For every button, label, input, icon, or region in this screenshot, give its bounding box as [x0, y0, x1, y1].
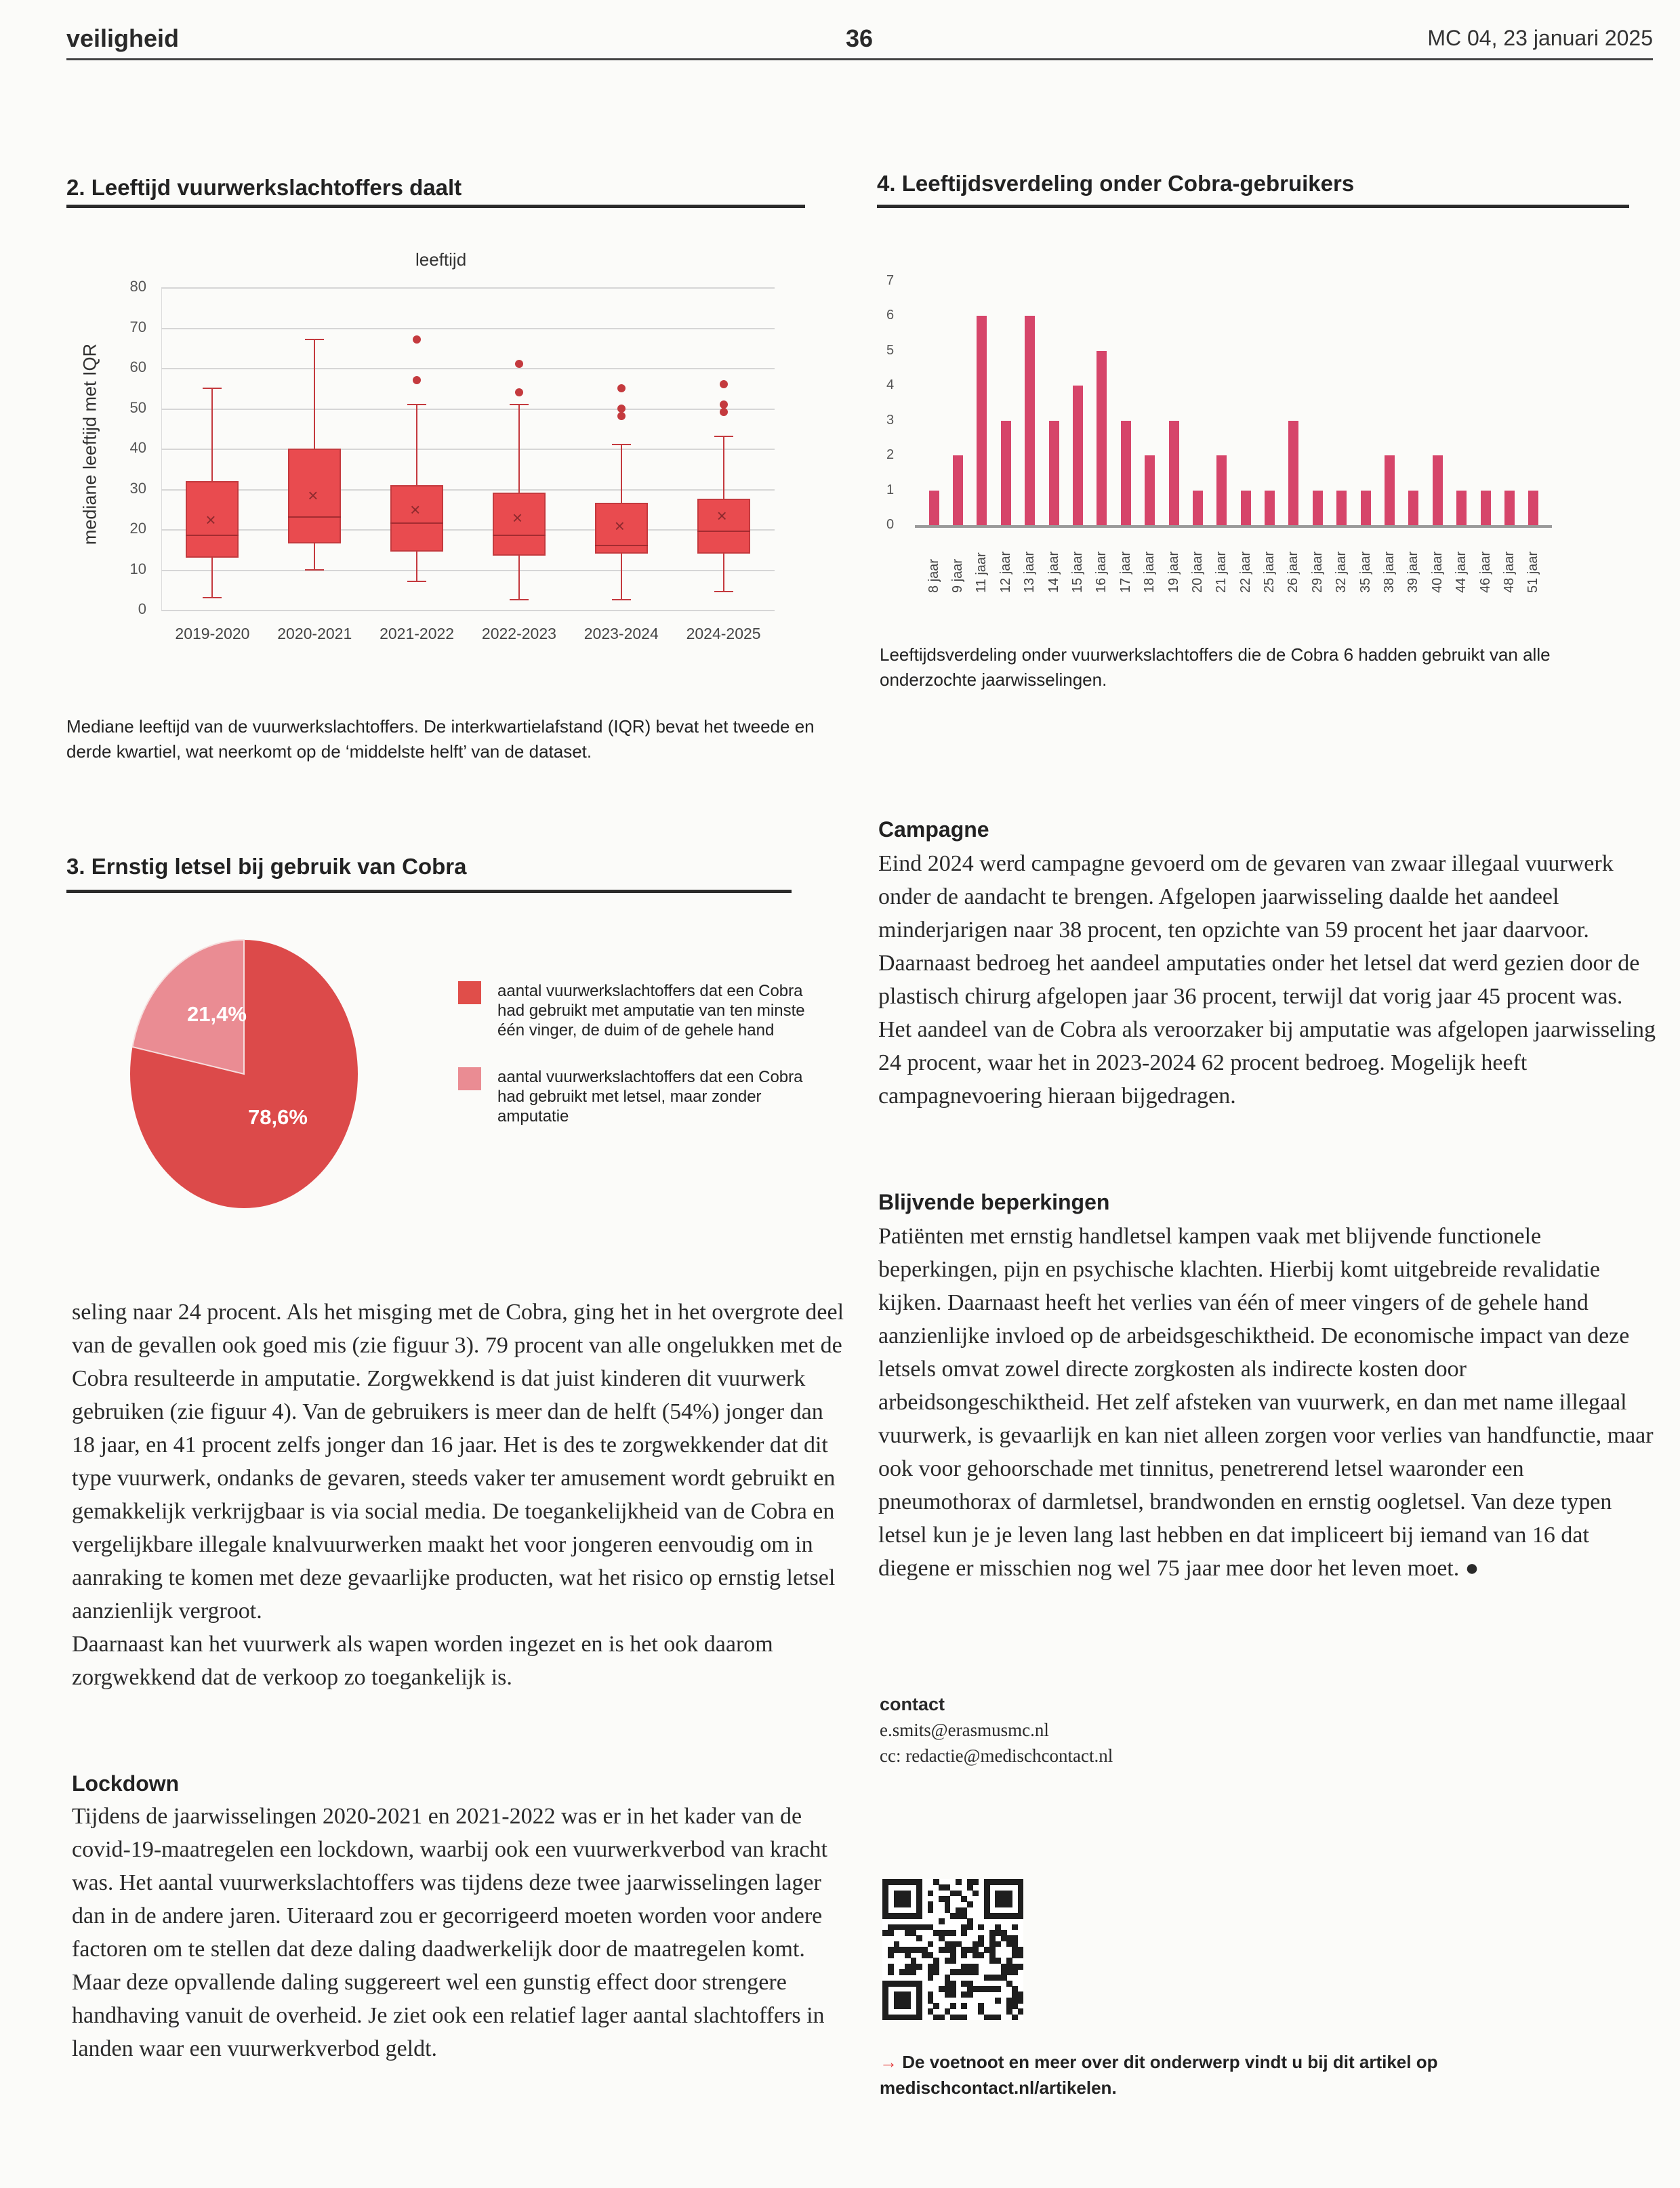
bar-x-axis	[915, 525, 1552, 528]
whisker-lower	[416, 552, 417, 582]
pie-chart	[129, 938, 359, 1210]
boxplot-y-tick: 50	[129, 398, 146, 416]
qr-module	[1012, 1969, 1018, 1975]
bar	[1481, 491, 1491, 525]
bar	[1193, 491, 1203, 525]
bar-x-label: 8 jaar	[926, 558, 941, 593]
median-line	[697, 531, 750, 532]
whisker-lower	[314, 543, 315, 570]
boxplot-category-label: 2020-2021	[277, 625, 352, 642]
boxplot-y-tick: 10	[129, 560, 146, 577]
bar	[1216, 455, 1227, 525]
qr-module	[967, 1901, 973, 1907]
median-line	[493, 535, 546, 536]
bar-chart	[874, 264, 1586, 593]
qr-module	[905, 2003, 911, 2009]
qr-module	[916, 1913, 922, 1919]
bar	[1288, 421, 1298, 525]
bar-x-label: 51 jaar	[1525, 551, 1541, 593]
contact-cc-link[interactable]: cc: redactie@medischcontact.nl	[880, 1746, 1113, 1766]
campagne-body: Eind 2024 werd campagne gevoerd om de gevaren van zwaar illegaal vuurwerk onder de aandacht te brengen. Afgelopen jaarwisseling daalde het aandeel minderjarigen naar 38 procent, ten opzichte van 59 procent het jaar daarvoor. Daarnaast bedroeg het aandeel amputaties onder het letsel dat werd gezien door de plastisch chirurg afgelopen jaar 36 procent, terwijl dat vorig jaar 45 procent was. Het aandeel van de Cobra als veroorzaker bij amputatie was afgelopen jaarwisseling 24 procent, waar het in 2023-2024 62 procent bedroeg. Mogelijk heeft campagnevoering hieraan bijgedragen.	[878, 851, 1656, 1109]
qr-module	[911, 1969, 917, 1975]
paragraph: seling naar 24 procent. Als het misging met de Cobra, ging het in het overgrote deel van de gevallen ook goed mis (zie figuur 3). 79 procent van alle ongelukken met de Cobra resulteerde in amputatie. Zorgwekkend is dat juist kinderen dit vuurwerk gebruiken (zie figuur 4). Van de gebruikers is meer dan de helft (54%) jonger dan 18 jaar, en 41 procent zelfs jonger dan 16 jaar. Het is des te zorgwekkender dat dit type vuurwerk, ondanks de gevaren, steeds vaker ter amusement wordt gebruikt en gemakkelijk verkrijgbaar is via social media. De toegankelijkheid van de Cobra en vergelijkbare illegale knalvuurwerken maakt het voor jongeren eenvoudig om in aanraking te komen met deze gevaarlijke producten, wat het risico op ernstig letsel aanzienlijk vergroot.	[72, 1300, 844, 1624]
qr-module	[939, 2015, 945, 2021]
bar	[1408, 491, 1418, 525]
whisker-cap-min	[714, 591, 733, 592]
outlier-dot	[413, 376, 421, 384]
qr-module	[928, 1975, 934, 1981]
boxplot-y-tick: 20	[129, 520, 146, 537]
qr-module	[928, 1907, 934, 1914]
boxplot-y-tick: 40	[129, 439, 146, 456]
page-number: 36	[846, 24, 874, 52]
boxplot-y-tick: 70	[129, 318, 146, 335]
bar-x-label: 35 jaar	[1357, 551, 1373, 593]
whisker-upper	[621, 445, 622, 503]
mean-marker-icon: ×	[512, 508, 523, 529]
whisker-cap-max	[203, 388, 222, 389]
whisker-cap-max	[510, 404, 529, 405]
beperkingen-heading: Blijvende beperkingen	[878, 1190, 1110, 1214]
bar-x-label: 22 jaar	[1237, 551, 1253, 593]
bar-x-label: 21 jaar	[1214, 551, 1229, 593]
beperkingen-body	[878, 1220, 1658, 1585]
qr-module	[928, 1941, 934, 1947]
boxplot-y-tick: 0	[138, 600, 146, 617]
bar-x-label: 16 jaar	[1094, 551, 1109, 593]
bar-x-label: 32 jaar	[1334, 551, 1349, 593]
qr-module	[1018, 1998, 1024, 2004]
header-rule	[66, 58, 1653, 60]
boxplot-chart	[66, 230, 812, 664]
qr-module	[961, 2003, 967, 2009]
mean-marker-icon: ×	[614, 516, 625, 537]
pie-label-dark: 78,6%	[248, 1105, 308, 1129]
bar-x-label: 46 jaar	[1477, 551, 1493, 593]
campagne-heading: Campagne	[878, 817, 989, 842]
median-line	[288, 516, 341, 518]
median-line	[390, 522, 443, 524]
figure4-rule	[877, 205, 1629, 208]
qr-module	[995, 2015, 1001, 2021]
bar	[1385, 455, 1395, 525]
qr-module	[916, 1935, 922, 1941]
footnote	[880, 2049, 1544, 2101]
legend-text-no-amputation: aantal vuurwerkslachtoffers dat een Cobra had gebruikt met letsel, maar zonder amputatie	[497, 1068, 803, 1126]
qr-module	[888, 1952, 894, 1958]
figure2-rule	[66, 205, 805, 208]
boxplot-gridline	[161, 368, 775, 369]
qr-module	[950, 1991, 956, 1998]
legend-text-amputation: aantal vuurwerkslachtoffers dat een Cobra had gebruikt met amputatie van ten minste één vinger, de duim of de gehele hand	[497, 982, 805, 1039]
qr-module	[950, 1930, 956, 1936]
qr-module	[961, 1952, 967, 1958]
qr-module	[967, 1924, 973, 1931]
qr-module	[961, 1930, 967, 1936]
bar	[1504, 491, 1515, 525]
bar	[1049, 421, 1059, 525]
qr-module	[972, 1969, 979, 1975]
qr-module	[950, 2003, 956, 2009]
outlier-dot	[515, 388, 523, 396]
bar-x-label: 38 jaar	[1382, 551, 1397, 593]
bar	[1528, 491, 1538, 525]
bar-y-tick: 4	[886, 377, 895, 393]
bar-x-label: 25 jaar	[1262, 551, 1277, 593]
qr-module	[956, 1879, 962, 1885]
qr-module	[939, 1918, 945, 1924]
boxplot-y-axis-label: mediane leeftijd met IQR	[79, 343, 100, 545]
qr-module	[972, 1891, 979, 1897]
outlier-dot	[720, 408, 728, 416]
qr-module	[995, 1941, 1001, 1947]
footnote-link[interactable]: De voetnoot en meer over dit onderwerp vindt u bij dit artikel op medischcontact.nl/artikelen.	[880, 2052, 1438, 2098]
bar	[1313, 491, 1323, 525]
beperkingen-text: Patiënten met ernstig handletsel kampen vaak met blijvende functionele beperkingen, pijn en psychische klachten. Hierbij komt uitgebreide revalidatie kijken. Daarnaast heeft het verlies van één of meer vingers of de gehele hand aanzienlijke invloed op de arbeidsgeschiktheid. De economische impact van deze letsels omvat zowel directe zorgkosten als indirecte kosten door arbeidsongeschiktheid. Het zelf afsteken van vuurwerk, en dan met name illegaal vuurwerk, is gevaarlijk en kan niet alleen zorgen voor verlies van handfunctie, maar ook voor gehoorschade met tinnitus, penetrerend letsel waaronder een pneumothorax of darmletsel, brandwonden en ernstig oogletsel. Van deze typen letsel kun je je leven lang last hebben en dat impliceert bij iemand van 16 dat diegene er misschien nog wel 75 jaar mee door het leven moet.	[878, 1224, 1654, 1581]
mean-marker-icon: ×	[716, 505, 727, 527]
bar-y-tick: 2	[886, 447, 895, 463]
qr-module	[1012, 1924, 1018, 1931]
boxplot-gridline	[161, 610, 775, 611]
whisker-cap-min	[612, 599, 631, 600]
bar-x-label: 9 jaar	[950, 558, 966, 593]
legend-swatch-dark	[458, 981, 481, 1004]
qr-module	[933, 1969, 939, 1975]
whisker-lower	[518, 556, 520, 600]
whisker-upper	[416, 405, 417, 485]
qr-module	[916, 1964, 922, 1970]
bar-x-label: 44 jaar	[1454, 551, 1469, 593]
boxplot-y-tick: 30	[129, 479, 146, 497]
figure3-title: 3. Ernstig letsel bij gebruik van Cobra	[66, 854, 467, 879]
bar	[1433, 455, 1443, 525]
bar-x-label: 19 jaar	[1166, 551, 1181, 593]
outlier-dot	[617, 384, 626, 392]
bar-y-tick: 1	[886, 482, 895, 497]
bar-x-label: 12 jaar	[998, 551, 1013, 593]
outlier-dot	[413, 335, 421, 344]
bar	[929, 491, 939, 525]
qr-module	[1018, 1964, 1024, 1970]
bar	[1001, 421, 1011, 525]
bar-y-tick: 0	[886, 517, 895, 532]
bar	[1073, 386, 1083, 525]
whisker-cap-max	[714, 436, 733, 437]
mean-marker-icon: ×	[410, 499, 421, 520]
bar	[1361, 491, 1371, 525]
whisker-cap-min	[510, 599, 529, 600]
section-label: veiligheid	[66, 24, 180, 52]
bar-x-label: 15 jaar	[1070, 551, 1085, 593]
whisker-lower	[621, 554, 622, 600]
bar-y-tick: 6	[886, 308, 895, 323]
bar-x-label: 11 jaar	[974, 552, 989, 593]
whisker-cap-min	[407, 581, 426, 582]
outlier-dot	[617, 412, 626, 420]
outlier-dot	[720, 380, 728, 388]
bar-y-tick: 3	[886, 412, 895, 428]
arrow-right-icon: →	[880, 2052, 897, 2072]
lockdown-heading: Lockdown	[72, 1771, 180, 1796]
whisker-cap-max	[407, 404, 426, 405]
pie-chart-svg	[129, 938, 359, 1210]
bar-x-label: 40 jaar	[1429, 551, 1445, 593]
qr-module	[928, 1891, 934, 1897]
pie-legend	[458, 981, 811, 1126]
mean-marker-icon: ×	[308, 485, 319, 506]
bar	[1241, 491, 1251, 525]
boxplot-gridline	[161, 529, 775, 531]
qr-module	[950, 1958, 956, 1964]
bar-x-label: 20 jaar	[1189, 551, 1205, 593]
pie-label-light: 21,4%	[187, 1002, 247, 1026]
bar	[1456, 491, 1467, 525]
qr-module	[1018, 1913, 1024, 1919]
issue-date: MC 04, 23 januari 2025	[1427, 26, 1653, 50]
boxplot-gridline	[161, 570, 775, 571]
boxplot-gridline	[161, 328, 775, 329]
bar-x-label: 18 jaar	[1142, 551, 1157, 593]
boxplot-category-label: 2019-2020	[175, 625, 250, 642]
bar	[1265, 491, 1275, 525]
outlier-dot	[720, 400, 728, 409]
qr-module	[1012, 2015, 1018, 2021]
bar-x-label: 26 jaar	[1286, 551, 1301, 593]
qr-module	[888, 1969, 894, 1975]
qr-module	[888, 1930, 894, 1936]
qr-module	[961, 2015, 967, 2021]
qr-module	[1018, 2008, 1024, 2015]
boxplot-category-label: 2022-2023	[481, 625, 556, 642]
mean-marker-icon: ×	[205, 510, 216, 531]
bar	[1145, 455, 1155, 525]
qr-module	[1006, 1901, 1012, 1907]
bar-x-label: 17 jaar	[1118, 551, 1133, 593]
boxplot-y-tick: 80	[129, 278, 146, 295]
bar	[1097, 351, 1107, 525]
whisker-lower	[723, 554, 724, 592]
bar-x-label: 48 jaar	[1501, 551, 1517, 593]
qr-module	[995, 1986, 1001, 1992]
whisker-upper	[211, 388, 213, 481]
whisker-upper	[723, 436, 724, 499]
figure2-title: 2. Leeftijd vuurwerkslachtoffers daalt	[66, 175, 462, 200]
qr-module	[978, 1952, 984, 1958]
paragraph: Daarnaast kan het vuurwerk als wapen worden ingezet en is het ook daarom zorgwekkend dat de verkoop zo toegankelijk is.	[72, 1632, 773, 1690]
outlier-dot	[515, 360, 523, 368]
bar	[977, 316, 987, 525]
legend-item-amputation	[458, 981, 811, 1040]
figure4-caption: Leeftijdsverdeling onder vuurwerkslachtoffers die de Cobra 6 hadden gebruikt van alle onderzochte jaarwisselingen.	[880, 644, 1551, 690]
boxplot-chart-title: leeftijd	[415, 249, 467, 270]
whisker-cap-min	[203, 597, 222, 598]
median-line	[186, 535, 239, 536]
bar	[1336, 491, 1347, 525]
bar	[1169, 421, 1179, 525]
bar	[1025, 316, 1035, 525]
qr-module	[1018, 1952, 1024, 1958]
bar	[953, 455, 963, 525]
whisker-lower	[211, 558, 213, 598]
figure4-title: 4. Leeftijdsverdeling onder Cobra-gebruikers	[877, 171, 1355, 196]
whisker-upper	[314, 339, 315, 449]
end-mark-icon: ●	[1464, 1556, 1479, 1581]
whisker-cap-min	[305, 569, 324, 571]
boxplot-y-tick: 60	[129, 358, 146, 375]
qr-module	[972, 1879, 979, 1885]
bar-x-label: 39 jaar	[1406, 551, 1421, 593]
qr-module	[967, 1991, 973, 1998]
bar-y-tick: 7	[886, 273, 895, 288]
bar	[1121, 421, 1131, 525]
contact-email-link[interactable]: e.smits@erasmusmc.nl	[880, 1720, 1049, 1740]
boxplot-gridline	[161, 449, 775, 450]
median-line	[595, 545, 648, 546]
bar-x-label: 13 jaar	[1022, 551, 1038, 593]
article-left-body	[72, 1296, 844, 1694]
boxplot-gridline	[161, 489, 775, 491]
outlier-dot	[617, 405, 626, 413]
boxplot-gridline	[161, 409, 775, 410]
boxplot-category-label: 2024-2025	[686, 625, 761, 642]
figure2-caption: Mediane leeftijd van de vuurwerkslachtoffers. De interkwartielafstand (IQR) bevat het tweede en derde kwartiel, wat neerkomt op de ‘middelste helft’ van de dataset.	[66, 716, 815, 762]
whisker-cap-max	[612, 444, 631, 445]
legend-item-no-amputation	[458, 1067, 811, 1126]
bar-x-label: 29 jaar	[1309, 551, 1325, 593]
qr-module	[905, 1901, 911, 1907]
qr-module	[916, 2015, 922, 2021]
whisker-upper	[518, 405, 520, 493]
qr-module	[995, 1998, 1001, 2004]
boxplot-category-label: 2023-2024	[583, 625, 659, 642]
bar-x-label: 14 jaar	[1046, 551, 1061, 593]
bar-y-tick: 5	[886, 342, 895, 358]
qr-module	[978, 1924, 984, 1931]
boxplot-gridline	[161, 287, 775, 289]
legend-swatch-light	[458, 1067, 481, 1090]
boxplot-plot-area	[66, 230, 812, 664]
qr-module	[933, 2003, 939, 2009]
whisker-cap-max	[305, 339, 324, 340]
boxplot-category-label: 2021-2022	[380, 625, 455, 642]
figure3-rule	[66, 890, 792, 893]
contact-heading: contact	[880, 1694, 945, 1714]
lockdown-body: Tijdens de jaarwisselingen 2020-2021 en 2021-2022 was er in het kader van de covid-19-maatregelen een lockdown, waarbij ook een vuurwerkverbod van kracht was. Het aantal vuurwerkslachtoffers was tijdens deze twee jaarwisselingen lager dan in de andere jaren. Uiteraard zou er gecorrigeerd moeten worden voor andere factoren om te stellen dat deze daling daadwerkelijk door de maatregelen komt. Maar deze opvallende daling suggereert wel een gunstig effect door strengere handhaving vanuit de overheid. Je ziet ook een relatief lager aantal slachtoffers in landen waar een vuurwerkverbod geldt.	[72, 1804, 827, 2061]
qr-code[interactable]	[882, 1879, 1023, 2020]
